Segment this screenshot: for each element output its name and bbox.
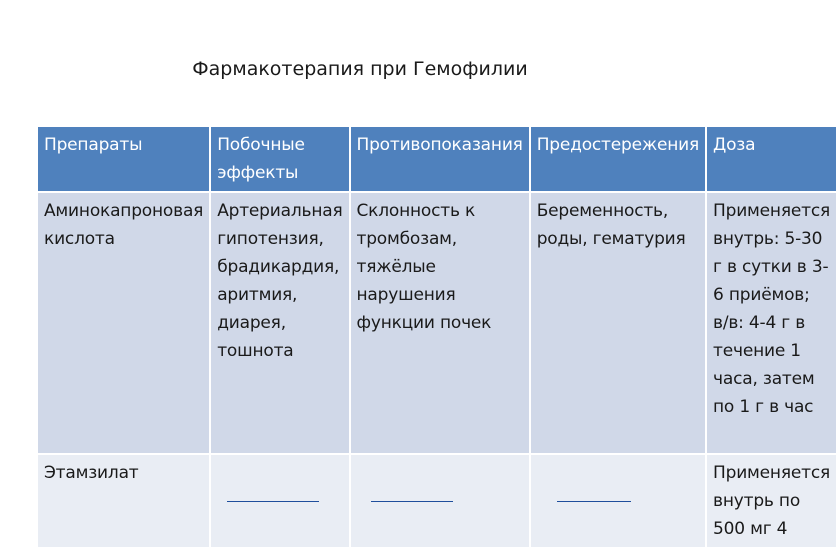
header-precautions: Предостережения: [530, 126, 706, 192]
header-drugs: Препараты: [37, 126, 210, 192]
slide-title: Фармакотерапия при Гемофилии: [192, 58, 528, 80]
empty-line: [371, 501, 453, 502]
cell-side-effects: [210, 454, 349, 548]
empty-line: [227, 501, 319, 502]
cell-dose: Применяется внутрь по 500 мг 4: [706, 454, 837, 548]
cell-precautions: [530, 454, 706, 548]
cell-precautions: Беременность, роды, гематурия: [530, 192, 706, 454]
header-dose: Доза: [706, 126, 837, 192]
pharmacotherapy-table: [36, 125, 838, 549]
empty-line: [557, 501, 631, 502]
header-side-effects: Побочные эффекты: [210, 126, 349, 192]
cell-dose: Применяется внутрь: 5-30 г в сутки в 3-6 приёмов; в/в: 4-4 г в течение 1 часа, затем по 1 г в час: [706, 192, 837, 454]
cell-contraindications: Склонность к тромбозам, тяжёлые нарушения функции почек: [350, 192, 530, 454]
table-row: [37, 192, 837, 454]
cell-contraindications: [350, 454, 530, 548]
header-contraindications: Противопоказания: [350, 126, 530, 192]
cell-side-effects: Артериальная гипотензия, брадикардия, аритмия, диарея, тошнота: [210, 192, 349, 454]
cell-drug: Аминокапроновая кислота: [37, 192, 210, 454]
table-row: [37, 454, 837, 548]
cell-drug: Этамзилат: [37, 454, 210, 548]
table-header-row: [37, 126, 837, 192]
